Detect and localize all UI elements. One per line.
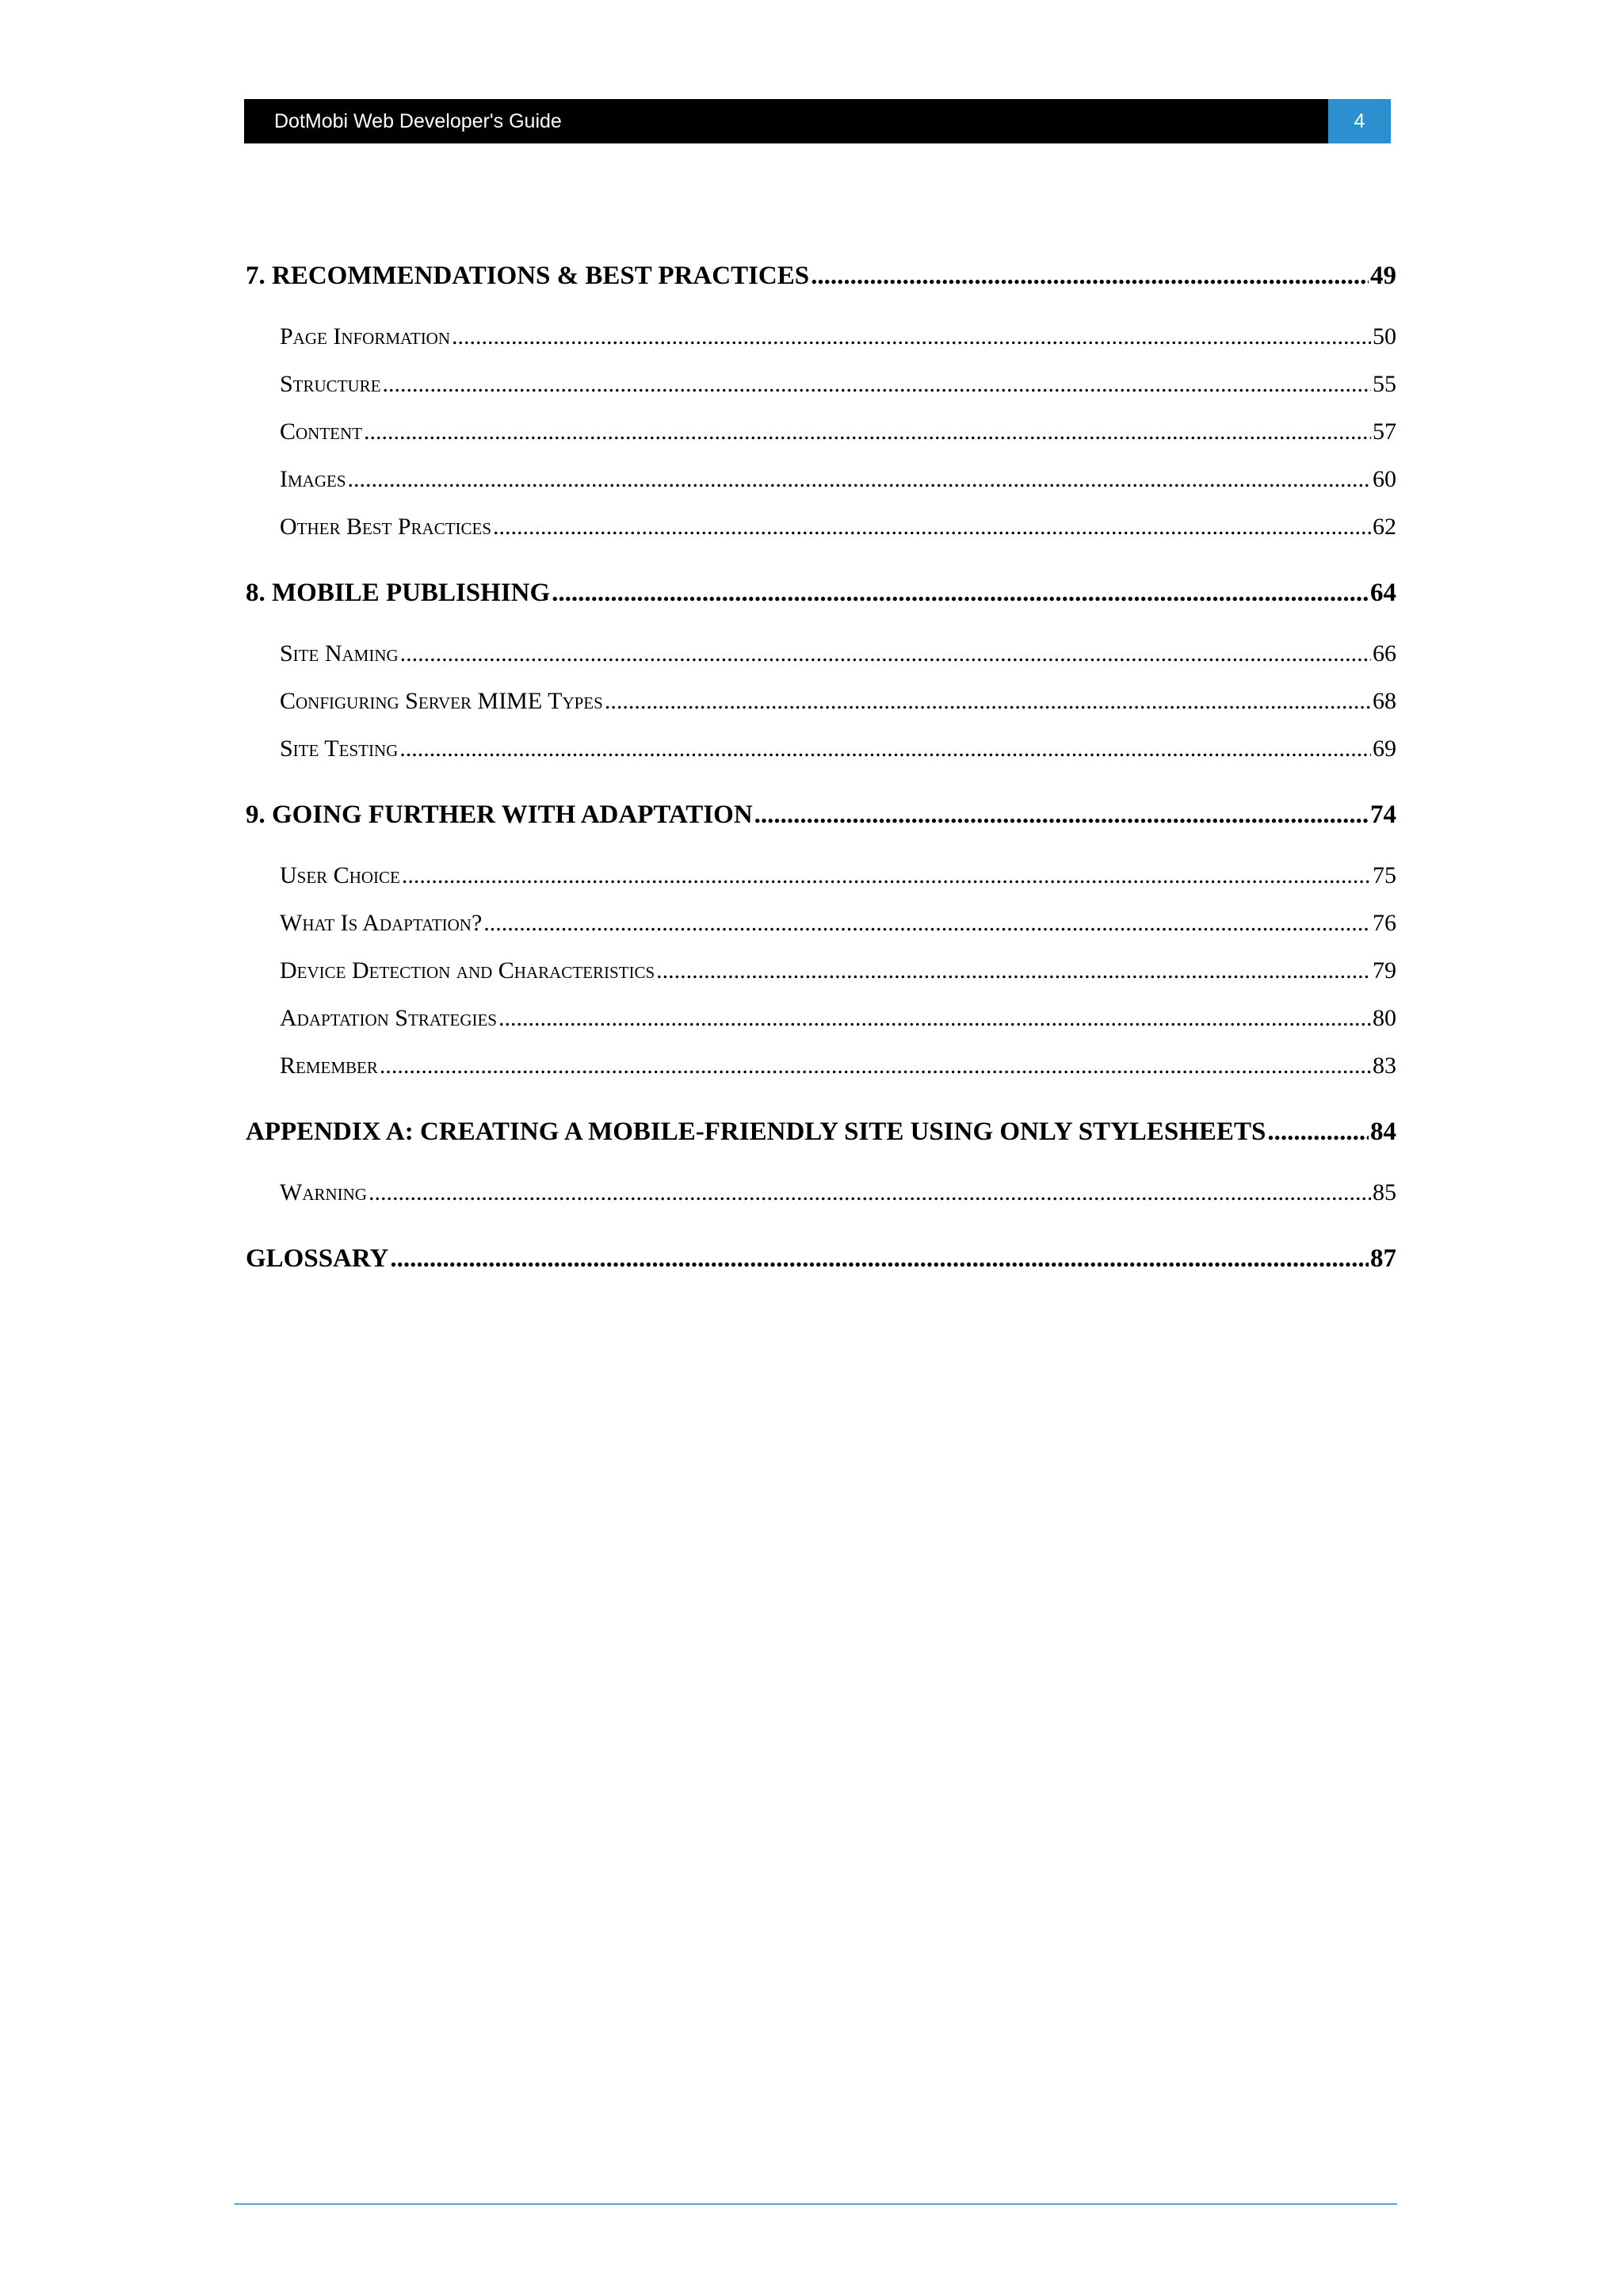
toc-section-entry[interactable] (246, 957, 1396, 1005)
toc-dot-leader (383, 371, 1371, 398)
toc-entry-page-number: 49 (1370, 262, 1396, 290)
toc-entry-page-number: 76 (1373, 910, 1396, 936)
toc-entry-page-number: 62 (1373, 514, 1396, 540)
toc-section-entry[interactable] (246, 1005, 1396, 1052)
toc-entry-label: GLOSSARY (246, 1244, 389, 1273)
toc-dot-leader (498, 1005, 1371, 1032)
toc-entry-label: User Choice (280, 862, 400, 888)
toc-entry-label: Remember (280, 1052, 378, 1079)
toc-entry-page-number: 83 (1373, 1052, 1396, 1079)
toc-entry-page-number: 84 (1370, 1117, 1396, 1146)
toc-entry-label: Adaptation Strategies (280, 1005, 497, 1031)
toc-entry-page-number: 50 (1373, 323, 1396, 350)
toc-dot-leader (1267, 1117, 1369, 1147)
toc-section-entry[interactable] (246, 1179, 1396, 1227)
toc-entry-page-number: 66 (1373, 640, 1396, 667)
toc-entry-label: Site Testing (280, 735, 399, 762)
toc-entry-label: Site Naming (280, 640, 399, 667)
toc-dot-leader (452, 323, 1371, 350)
toc-section-entry[interactable] (246, 862, 1396, 910)
toc-section-entry[interactable] (246, 688, 1396, 735)
toc-section-entry[interactable] (246, 640, 1396, 688)
toc-entry-label: Content (280, 418, 362, 445)
toc-section-entry[interactable] (246, 418, 1396, 466)
toc-entry-page-number: 69 (1373, 735, 1396, 762)
page-header (244, 99, 1391, 143)
toc-section-entry[interactable] (246, 371, 1396, 418)
toc-chapter-entry[interactable] (246, 1117, 1396, 1165)
toc-entry-page-number: 74 (1370, 800, 1396, 829)
toc-dot-leader (369, 1179, 1371, 1206)
toc-dot-leader (811, 262, 1369, 291)
toc-section-entry[interactable] (246, 735, 1396, 783)
toc-entry-label: Device Detection and Characteristics (280, 957, 655, 984)
toc-dot-leader (380, 1052, 1371, 1079)
toc-dot-leader (364, 418, 1371, 445)
toc-entry-page-number: 87 (1370, 1244, 1396, 1273)
toc-entry-page-number: 57 (1373, 418, 1396, 445)
toc-dot-leader (493, 514, 1371, 541)
toc-section-entry[interactable] (246, 514, 1396, 561)
toc-entry-page-number: 80 (1373, 1005, 1396, 1031)
toc-entry-label: 8. MOBILE PUBLISHING (246, 579, 551, 607)
footer-divider (235, 2203, 1397, 2205)
toc-entry-label: 7. RECOMMENDATIONS & BEST PRACTICES (246, 262, 810, 290)
toc-entry-label: Images (280, 466, 346, 492)
toc-chapter-entry[interactable] (246, 1244, 1396, 1292)
toc-section-entry[interactable] (246, 466, 1396, 514)
toc-dot-leader (605, 688, 1371, 715)
toc-entry-label: Structure (280, 371, 381, 397)
toc-entry-label: Other Best Practices (280, 514, 492, 540)
toc-section-entry[interactable] (246, 1052, 1396, 1100)
toc-dot-leader (390, 1244, 1369, 1274)
toc-entry-page-number: 75 (1373, 862, 1396, 888)
toc-dot-leader (399, 735, 1371, 762)
toc-entry-label: Warning (280, 1179, 367, 1205)
toc-dot-leader (483, 910, 1371, 937)
table-of-contents (246, 254, 1396, 1306)
toc-entry-label: Page Information (280, 323, 451, 350)
toc-entry-page-number: 85 (1373, 1179, 1396, 1205)
toc-entry-label: 9. GOING FURTHER WITH ADAPTATION (246, 800, 753, 829)
toc-dot-leader (552, 579, 1369, 608)
toc-entry-label: APPENDIX A: CREATING A MOBILE-FRIENDLY SITE USING ONLY STYLESHEETS (246, 1117, 1266, 1146)
toc-dot-leader (348, 466, 1371, 493)
page-number-badge: 4 (1325, 99, 1391, 143)
toc-entry-page-number: 55 (1373, 371, 1396, 397)
toc-chapter-entry[interactable] (246, 262, 1396, 309)
toc-chapter-entry[interactable] (246, 579, 1396, 626)
toc-entry-label: Configuring Server MIME Types (280, 688, 603, 714)
toc-dot-leader (754, 800, 1369, 830)
document-title: DotMobi Web Developer's Guide (274, 110, 562, 132)
toc-dot-leader (402, 862, 1371, 889)
toc-entry-page-number: 68 (1373, 688, 1396, 714)
toc-entry-page-number: 60 (1373, 466, 1396, 492)
toc-entry-page-number: 79 (1373, 957, 1396, 984)
toc-entry-page-number: 64 (1370, 579, 1396, 607)
toc-dot-leader (400, 640, 1371, 667)
toc-entry-label: What Is Adaptation? (280, 910, 483, 936)
toc-chapter-entry[interactable] (246, 800, 1396, 848)
toc-dot-leader (656, 957, 1371, 984)
toc-section-entry[interactable] (246, 323, 1396, 371)
toc-section-entry[interactable] (246, 910, 1396, 957)
